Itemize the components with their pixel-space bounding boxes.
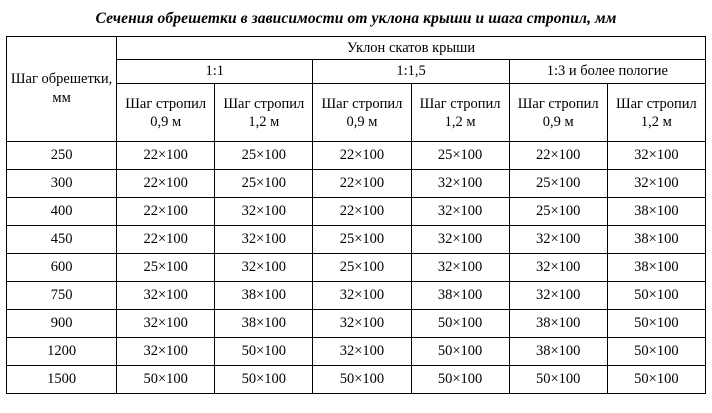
row-value: 25×100 bbox=[117, 254, 215, 282]
row-value: 25×100 bbox=[313, 226, 411, 254]
row-value: 32×100 bbox=[509, 282, 607, 310]
row-value: 22×100 bbox=[313, 142, 411, 170]
row-value: 38×100 bbox=[411, 282, 509, 310]
row-value: 38×100 bbox=[509, 338, 607, 366]
row-label: 600 bbox=[7, 254, 117, 282]
row-value: 22×100 bbox=[313, 170, 411, 198]
row-value: 22×100 bbox=[117, 198, 215, 226]
sub-header-5: Шаг стропил 0,9 м bbox=[509, 84, 607, 142]
row-value: 32×100 bbox=[411, 170, 509, 198]
table-row bbox=[7, 338, 706, 366]
row-value: 38×100 bbox=[607, 254, 705, 282]
row-value: 25×100 bbox=[509, 170, 607, 198]
row-label: 400 bbox=[7, 198, 117, 226]
row-value: 32×100 bbox=[215, 226, 313, 254]
row-value: 50×100 bbox=[607, 338, 705, 366]
table-row bbox=[7, 254, 706, 282]
row-value: 25×100 bbox=[313, 254, 411, 282]
row-value: 32×100 bbox=[607, 142, 705, 170]
page-title: Сечения обрешетки в зависимости от уклона крыши и шага стропил, мм bbox=[95, 10, 617, 27]
row-label: 250 bbox=[7, 142, 117, 170]
table-row bbox=[7, 226, 706, 254]
row-value: 38×100 bbox=[215, 282, 313, 310]
sub-header-2: Шаг стропил 1,2 м bbox=[215, 84, 313, 142]
row-value: 32×100 bbox=[313, 310, 411, 338]
table-header-row-1 bbox=[7, 37, 706, 60]
row-label: 450 bbox=[7, 226, 117, 254]
row-value: 38×100 bbox=[607, 198, 705, 226]
lathing-section-table bbox=[6, 36, 706, 394]
row-value: 32×100 bbox=[117, 338, 215, 366]
row-value: 25×100 bbox=[215, 170, 313, 198]
row-value: 32×100 bbox=[411, 198, 509, 226]
row-value: 50×100 bbox=[607, 310, 705, 338]
row-label: 300 bbox=[7, 170, 117, 198]
row-value: 32×100 bbox=[509, 254, 607, 282]
table-row bbox=[7, 198, 706, 226]
row-value: 50×100 bbox=[411, 366, 509, 394]
row-value: 38×100 bbox=[509, 310, 607, 338]
row-value: 32×100 bbox=[313, 338, 411, 366]
row-value: 50×100 bbox=[607, 366, 705, 394]
row-value: 22×100 bbox=[509, 142, 607, 170]
row-value: 32×100 bbox=[215, 198, 313, 226]
row-value: 22×100 bbox=[117, 142, 215, 170]
row-value: 50×100 bbox=[117, 366, 215, 394]
row-value: 32×100 bbox=[313, 282, 411, 310]
row-value: 50×100 bbox=[215, 366, 313, 394]
row-value: 32×100 bbox=[117, 310, 215, 338]
row-value: 25×100 bbox=[411, 142, 509, 170]
row-value: 38×100 bbox=[215, 310, 313, 338]
row-label: 900 bbox=[7, 310, 117, 338]
row-value: 32×100 bbox=[215, 254, 313, 282]
row-label: 750 bbox=[7, 282, 117, 310]
slope-header-2: 1:1,5 bbox=[313, 60, 509, 84]
row-value: 25×100 bbox=[215, 142, 313, 170]
row-value: 50×100 bbox=[215, 338, 313, 366]
row-value: 32×100 bbox=[411, 254, 509, 282]
row-value: 50×100 bbox=[411, 338, 509, 366]
sub-header-6: Шаг стропил 1,2 м bbox=[607, 84, 705, 142]
row-value: 38×100 bbox=[607, 226, 705, 254]
row-value: 50×100 bbox=[509, 366, 607, 394]
sub-header-4: Шаг стропил 1,2 м bbox=[411, 84, 509, 142]
table-row bbox=[7, 310, 706, 338]
row-value: 22×100 bbox=[313, 198, 411, 226]
row-value: 32×100 bbox=[411, 226, 509, 254]
row-value: 50×100 bbox=[411, 310, 509, 338]
corner-header-cell: Шаг обрешетки, мм bbox=[7, 37, 117, 142]
row-label: 1200 bbox=[7, 338, 117, 366]
row-value: 50×100 bbox=[313, 366, 411, 394]
sub-header-1: Шаг стропил 0,9 м bbox=[117, 84, 215, 142]
row-value: 32×100 bbox=[509, 226, 607, 254]
slope-header-1: 1:1 bbox=[117, 60, 313, 84]
group-header-cell: Уклон скатов крыши bbox=[117, 37, 706, 60]
row-label: 1500 bbox=[7, 366, 117, 394]
table-row bbox=[7, 170, 706, 198]
row-value: 22×100 bbox=[117, 226, 215, 254]
row-value: 32×100 bbox=[117, 282, 215, 310]
table-row bbox=[7, 282, 706, 310]
row-value: 32×100 bbox=[607, 170, 705, 198]
table-row bbox=[7, 142, 706, 170]
sub-header-3: Шаг стропил 0,9 м bbox=[313, 84, 411, 142]
row-value: 22×100 bbox=[117, 170, 215, 198]
slope-header-3: 1:3 и более пологие bbox=[509, 60, 705, 84]
row-value: 25×100 bbox=[509, 198, 607, 226]
table-row bbox=[7, 366, 706, 394]
row-value: 50×100 bbox=[607, 282, 705, 310]
